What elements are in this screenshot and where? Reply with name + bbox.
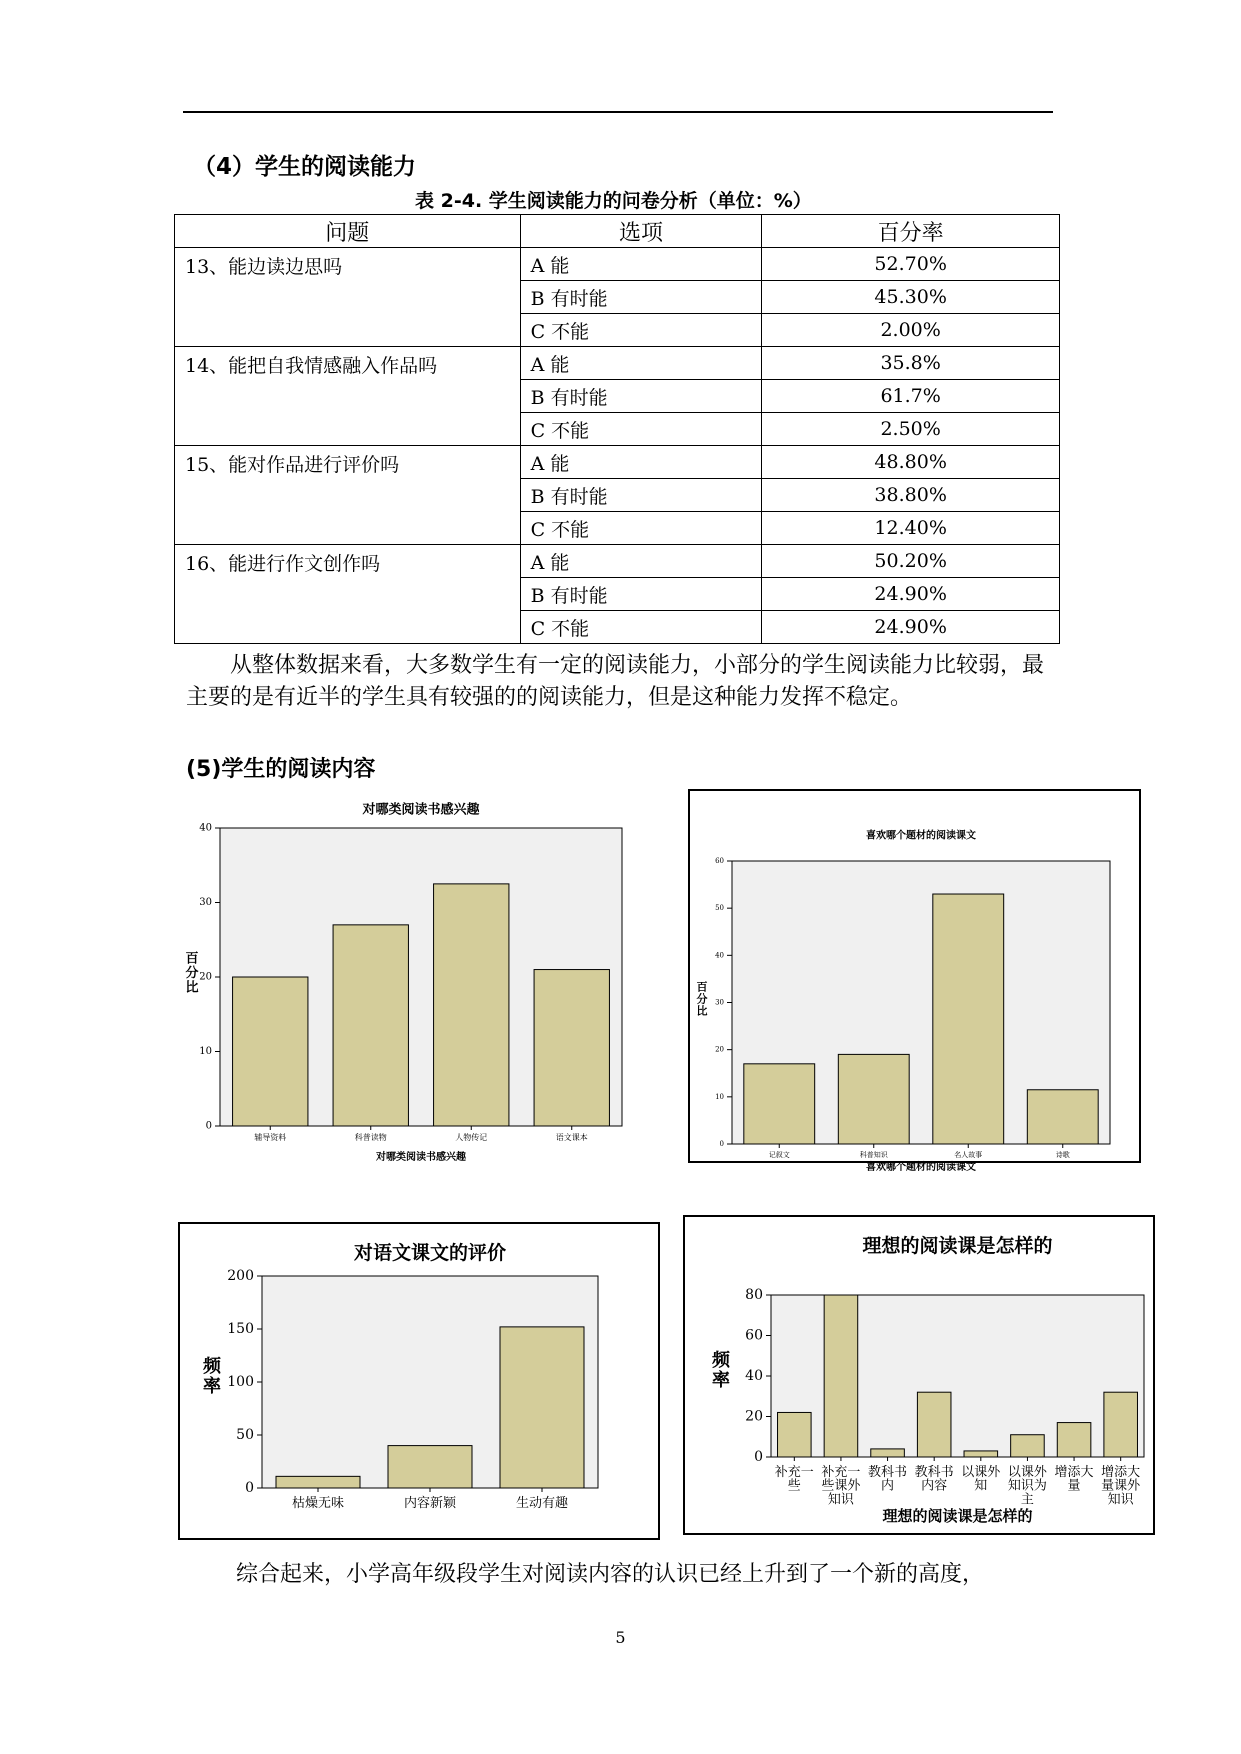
option-cell: C 不能: [520, 314, 762, 347]
x-tick-label: 教科书内容: [914, 1465, 954, 1494]
option-cell: A 能: [520, 347, 762, 380]
page-number: 5: [615, 1628, 626, 1647]
table-row: [175, 347, 1060, 380]
table-caption: 表 2-4. 学生阅读能力的问卷分析（单位：%）: [415, 190, 812, 212]
x-tick-label: 人物传记: [455, 1133, 488, 1142]
bar: [534, 970, 609, 1126]
y-tick-label: 200: [227, 1268, 254, 1284]
table-header-percent: 百分率: [762, 215, 1060, 248]
table-header-option: 选项: [520, 215, 762, 248]
bar: [333, 925, 408, 1126]
y-tick-label: 60: [715, 857, 724, 865]
y-axis-label: 频率: [203, 1356, 221, 1397]
option-cell: C 不能: [520, 413, 762, 446]
chart-text-genre: [688, 789, 1141, 1173]
y-tick-label: 30: [199, 897, 212, 908]
bar: [388, 1446, 472, 1488]
section5-title: (5)学生的阅读内容: [186, 757, 376, 782]
percent-cell: 50.20%: [762, 545, 1060, 578]
y-tick-label: 100: [227, 1374, 254, 1390]
bar: [276, 1476, 360, 1488]
chart-ideal-reading-class: [683, 1215, 1155, 1535]
x-tick-label: 生动有趣: [515, 1496, 569, 1511]
x-tick-label: 以课外知识为主: [1007, 1465, 1047, 1508]
x-axis-label: 对哪类阅读书感兴趣: [376, 1152, 466, 1163]
bar: [1027, 1090, 1098, 1144]
bar: [838, 1054, 909, 1144]
x-tick-label: 名人故事: [954, 1151, 983, 1159]
percent-cell: 24.90%: [762, 611, 1060, 644]
bar: [233, 977, 308, 1126]
option-cell: B 有时能: [520, 578, 762, 611]
x-tick-label: 教科书内: [868, 1465, 908, 1494]
table-row: [175, 248, 1060, 281]
percent-cell: 2.50%: [762, 413, 1060, 446]
x-tick-label: 诗歌: [1055, 1151, 1070, 1159]
section4-title: （4）学生的阅读能力: [193, 154, 417, 180]
x-tick-label: 增添大量: [1054, 1465, 1094, 1494]
chart-title: 理想的阅读课是怎样的: [862, 1235, 1053, 1257]
table-row: [175, 446, 1060, 479]
x-tick-label: 辅导资料: [254, 1133, 287, 1142]
y-tick-label: 0: [719, 1140, 724, 1148]
y-tick-label: 40: [715, 951, 724, 960]
bar: [500, 1327, 584, 1488]
bar: [871, 1449, 905, 1457]
y-tick-label: 0: [754, 1449, 763, 1465]
table-header-row: [175, 215, 1060, 248]
percent-cell: 12.40%: [762, 512, 1060, 545]
option-cell: C 不能: [520, 512, 762, 545]
x-tick-label: 枯燥无味: [291, 1496, 345, 1511]
y-tick-label: 0: [245, 1480, 254, 1496]
x-tick-label: 增添大量课外知识: [1101, 1465, 1141, 1508]
paragraph-summary: 综合起来，小学高年级段学生对阅读内容的认识已经上升到了一个新的高度，: [236, 1562, 985, 1587]
percent-cell: 35.8%: [762, 347, 1060, 380]
x-axis-label: 理想的阅读课是怎样的: [882, 1507, 1033, 1525]
y-tick-label: 150: [227, 1321, 254, 1337]
header-rule: [183, 111, 1053, 113]
bar: [824, 1295, 858, 1457]
percent-cell: 38.80%: [762, 479, 1060, 512]
percent-cell: 61.7%: [762, 380, 1060, 413]
table-row: [175, 545, 1060, 578]
paragraph-reading-ability: 从整体数据来看，大多数学生有一定的阅读能力，小部分的学生阅读能力比较弱，最主要的是有近半的学生具有较强的的阅读能力，但是这种能力发挥不稳定。: [186, 653, 1045, 710]
x-tick-label: 补充一些课外知识: [821, 1465, 861, 1508]
y-tick-label: 20: [715, 1045, 724, 1054]
question-cell: 13、能边读边思吗: [175, 248, 521, 347]
table-header-question: 问题: [175, 215, 521, 248]
percent-cell: 48.80%: [762, 446, 1060, 479]
x-tick-label: 语文课本: [555, 1133, 588, 1142]
option-cell: B 有时能: [520, 380, 762, 413]
bar: [917, 1392, 951, 1457]
x-tick-label: 补充一些: [774, 1465, 814, 1494]
chart-title: 喜欢哪个题材的阅读课文: [866, 830, 976, 842]
y-axis-label: 百分比: [696, 980, 708, 1018]
question-cell: 16、能进行作文创作吗: [175, 545, 521, 644]
chart-title: 对哪类阅读书感兴趣: [362, 802, 480, 818]
option-cell: A 能: [520, 248, 762, 281]
y-tick-label: 30: [715, 998, 724, 1007]
x-tick-label: 内容新颖: [403, 1496, 457, 1511]
percent-cell: 24.90%: [762, 578, 1060, 611]
x-tick-label: 科普知识: [859, 1151, 888, 1159]
reading-ability-table: [174, 214, 1060, 644]
question-cell: 14、能把自我情感融入作品吗: [175, 347, 521, 446]
bar: [1104, 1392, 1138, 1457]
question-cell: 15、能对作品进行评价吗: [175, 446, 521, 545]
x-tick-label: 以课外知: [961, 1465, 1001, 1494]
y-tick-label: 60: [745, 1327, 763, 1344]
option-cell: A 能: [520, 545, 762, 578]
x-axis-label: 喜欢哪个题材的阅读课文: [866, 1162, 976, 1173]
bar: [778, 1412, 812, 1457]
x-tick-label: 记叙文: [768, 1151, 790, 1159]
option-cell: B 有时能: [520, 479, 762, 512]
x-tick-label: 科普读物: [354, 1133, 387, 1142]
chart-title: 对语文课文的评价: [353, 1242, 507, 1264]
option-cell: B 有时能: [520, 281, 762, 314]
y-tick-label: 50: [236, 1427, 254, 1443]
y-axis-label: 百分比: [185, 951, 199, 996]
bar: [964, 1451, 998, 1457]
percent-cell: 2.00%: [762, 314, 1060, 347]
y-axis-label: 频率: [712, 1350, 730, 1391]
y-tick-label: 40: [199, 822, 212, 834]
y-tick-label: 10: [715, 1092, 724, 1101]
option-cell: C 不能: [520, 611, 762, 644]
y-tick-label: 80: [745, 1287, 763, 1303]
y-tick-label: 50: [715, 904, 724, 913]
bar: [933, 894, 1004, 1144]
percent-cell: 45.30%: [762, 281, 1060, 314]
option-cell: A 能: [520, 446, 762, 479]
bar: [434, 884, 509, 1126]
y-tick-label: 20: [745, 1408, 763, 1425]
y-tick-label: 10: [199, 1046, 212, 1057]
y-tick-label: 20: [199, 971, 212, 983]
bar: [1011, 1435, 1045, 1457]
percent-cell: 52.70%: [762, 248, 1060, 281]
y-tick-label: 0: [205, 1120, 212, 1132]
bar: [1057, 1423, 1091, 1457]
y-tick-label: 40: [745, 1368, 763, 1384]
chart-book-interest: [180, 798, 670, 1168]
chart-text-evaluation: [178, 1222, 660, 1540]
bar: [744, 1064, 815, 1144]
